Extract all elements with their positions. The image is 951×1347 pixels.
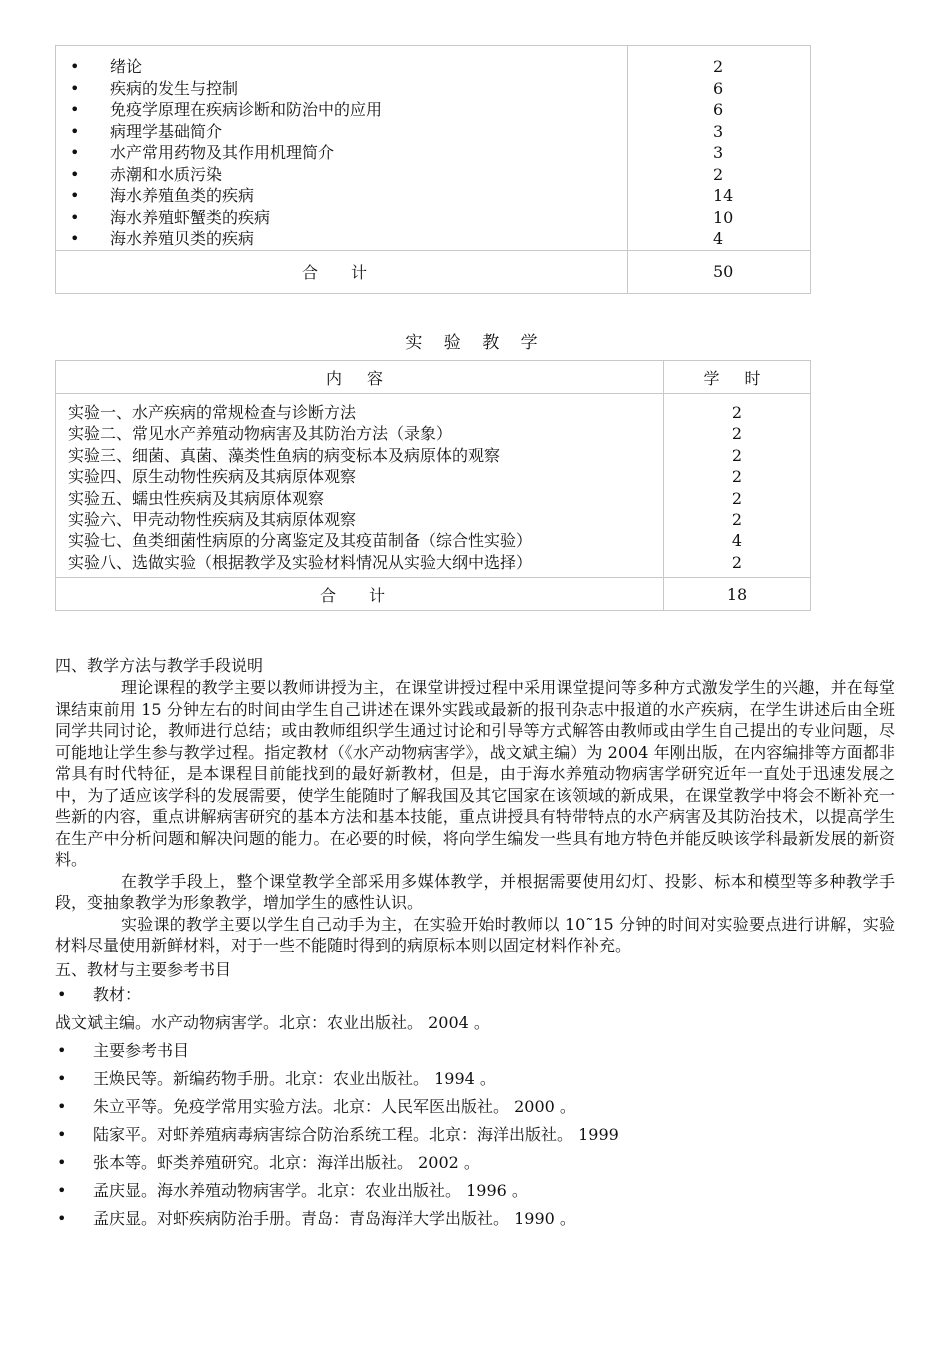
section-heading: 四、教学方法与教学手段说明: [55, 656, 264, 675]
reference-text: 孟庆显。对虾疾病防治手册。青岛：青岛海洋大学出版社。 1990 。: [93, 1208, 576, 1228]
list-item: [68, 121, 627, 143]
text-line: 和引导等方式解答由教师或由学生自己提出的专业问题，尽可能地让学生参与教学过程。指定教材: [55, 721, 895, 762]
list-item: [55, 981, 895, 1009]
reference-text: 朱立平等。免疫学常用实验方法。北京：人民军医出版社。 2000 。: [93, 1096, 576, 1116]
hours-value: 2: [713, 164, 724, 184]
hours-value: 3: [713, 121, 724, 141]
total-label: 合 计: [56, 250, 628, 293]
topic-label: 海水养殖鱼类的疾病: [110, 186, 255, 205]
hours-value: 2: [731, 509, 743, 529]
lab-items-cell: [56, 394, 664, 578]
text-line: 型等多种教学手段，变抽象教学为形象教学，增加学生的感性认识。: [55, 871, 895, 912]
hours-value: 2: [713, 57, 724, 76]
text-line: 堂教学中将会不断补充一些新的内容，重点讲解病害研究的基本方法和基本技能，重点讲授具有特: [55, 785, 895, 826]
bullet: •: [70, 186, 80, 205]
body-text: [55, 655, 895, 1233]
bullet: •: [57, 1208, 67, 1228]
lecture-topics-row: [56, 46, 811, 251]
lab-items-row: [56, 394, 811, 578]
lab-item: 实验四、原生动物性疾病及其病原体观察: [68, 467, 357, 487]
bullet: •: [70, 143, 80, 162]
list-item: [68, 78, 627, 100]
lab-hours-cell: [664, 394, 811, 578]
topic-label: 赤潮和水质污染: [110, 164, 223, 184]
topic-label: 疾病的发生与控制: [110, 78, 239, 98]
topic-label: 海水养殖虾蟹类的疾病: [110, 207, 271, 227]
lecture-topics-cell: [56, 46, 628, 251]
reference-text: 陆家平。对虾养殖病毒病害综合防治系统工程。北京：海洋出版社。 1999: [93, 1124, 619, 1144]
topic-label: 病理学基础简介: [110, 121, 223, 141]
hours-value: 4: [713, 229, 724, 248]
header-hours: 学 时: [664, 361, 811, 394]
bullet: •: [57, 1152, 67, 1172]
list-item: [68, 56, 627, 78]
bullet: •: [70, 121, 80, 141]
text-line: 征，是本课程目前能找到的最好新教材，但是，由于海水养殖动物病害学研究近年一直处于迅速发: [153, 764, 863, 783]
lecture-hours-table: [55, 45, 811, 294]
hours-value: 2: [731, 403, 743, 422]
hours-value: 2: [731, 445, 743, 465]
hours-value: 14: [713, 186, 734, 205]
lab-item: 实验五、蠕虫性疾病及其病原体观察: [68, 488, 325, 508]
bullet: •: [70, 229, 80, 248]
text-line: 展之中，为了适应该学科的发展需要，使学生能随时了解我国及其它国家在该领域的新成果，在课: [55, 764, 895, 805]
bullet: •: [57, 1180, 67, 1200]
section-heading: 五、教材与主要参考书目: [55, 959, 232, 979]
lab-item: 实验七、鱼类细菌性病原的分离鉴定及其疫苗制备（综合性实验）: [68, 531, 533, 551]
reference-item: [55, 1065, 895, 1093]
lab-item: 实验三、细菌、真菌、藻类性鱼病的病变标本及病原体的观察: [68, 445, 501, 465]
lab-item: 实验二、常见水产养殖动物病害及其防治方法（录象）: [68, 424, 453, 444]
bullet: •: [57, 1096, 67, 1116]
refs-label: 主要参考书目: [93, 1040, 190, 1060]
reference-text: 孟庆显。海水养殖动物病害学。北京：农业出版社。 1996 。: [93, 1180, 528, 1200]
hours-value: 4: [731, 531, 743, 551]
list-item: [68, 164, 627, 186]
text-line: 实验课的教学主要以学生自己动手为主，在实验开始时教师以 10˜15 分钟的时间对实验要: [121, 914, 766, 934]
list-item: [68, 142, 627, 164]
header-content: 内 容: [56, 361, 664, 394]
hours-value: 2: [731, 467, 743, 487]
total-value: 18: [664, 578, 811, 611]
reference-item: [55, 1149, 895, 1177]
reference-item: [55, 1205, 895, 1233]
lecture-hours-cell: [628, 46, 811, 251]
text-line: 点进行讲解，实验材料尽量使用新鲜材料，对于一些不能随时得到的病原标本则以固定材料作补: [55, 914, 895, 955]
bullet: •: [57, 1068, 67, 1088]
topic-label: 免疫学原理在疾病诊断和防治中的应用: [110, 100, 383, 119]
hours-value: 2: [731, 552, 743, 572]
reference-item: [55, 1177, 895, 1205]
list-item: [68, 185, 627, 207]
reference-text: 王焕民等。新编药物手册。北京：农业出版社。 1994 。: [93, 1068, 496, 1088]
textbook-entry: 战文斌主编。水产动物病害学。北京：农业出版社。 2004 。: [55, 1012, 490, 1032]
hours-value: 6: [713, 100, 724, 119]
bullet: •: [57, 984, 67, 1004]
total-value: 50: [628, 250, 811, 293]
list-item: [55, 1037, 895, 1065]
lab-total-row: [56, 578, 811, 611]
bullet: •: [70, 164, 80, 184]
list-item: [68, 207, 627, 229]
bullet: •: [57, 1040, 67, 1060]
bullet: •: [70, 57, 80, 76]
reference-text: 张本等。虾类养殖研究。北京：海洋出版社。 2002 。: [93, 1152, 480, 1172]
bullet: •: [70, 78, 80, 98]
lab-hours-table: [55, 360, 811, 611]
textbook-label: 教材：: [93, 984, 142, 1004]
topic-label: 海水养殖贝类的疾病: [110, 229, 255, 248]
lecture-total-row: [56, 250, 811, 293]
text-line: 的兴趣，并在每堂课结束前用 15 分钟左右的时间由学生自己讲述在课外实践或最新的报刊杂志中: [55, 678, 895, 719]
list-item: [68, 99, 627, 121]
text-line: （《水产动物病害学》，战文斌主编）为 2004 年刚出版，在内容编排等方面都非常具有时代特: [55, 742, 895, 783]
paragraph: [55, 871, 895, 914]
topic-label: 绪论: [110, 57, 143, 76]
text-line: 候，将向学生编发一些具有地方特色并能反映该学科最新发展的新资料。: [55, 828, 895, 869]
text-line: 理论课程的教学主要以教师讲授为主，在课堂讲授过程中采用课堂提问等多种方式激发学生: [121, 678, 767, 697]
hours-value: 2: [731, 424, 743, 444]
hours-value: 2: [731, 488, 743, 508]
bullet: •: [70, 207, 80, 227]
lab-header-row: [56, 361, 811, 394]
paragraph: [55, 677, 895, 871]
text-line: 带特点的水产病害及其防治技术，以提高学生在生产中分析问题和解决问题的能力。在必要的时: [55, 807, 895, 848]
list-item: [68, 228, 627, 250]
bullet: •: [70, 100, 80, 119]
lab-table-title: 实 验 教 学: [405, 333, 546, 353]
topic-label: 水产常用药物及其作用机理简介: [110, 143, 335, 162]
lab-item: 实验一、水产疾病的常规检查与诊断方法: [68, 403, 357, 422]
paragraph: [55, 914, 895, 957]
reference-item: [55, 1121, 895, 1149]
hours-value: 6: [713, 78, 724, 98]
lab-item: 实验八、选做实验（根据教学及实验材料情况从实验大纲中选择）: [68, 552, 533, 572]
text-line: 充。: [599, 936, 632, 955]
text-line: 在教学手段上，整个课堂教学全部采用多媒体教学，并根据需要使用幻灯、投影、标本和模: [121, 871, 781, 891]
reference-item: [55, 1093, 895, 1121]
hours-value: 10: [713, 207, 734, 227]
total-label: 合 计: [56, 578, 664, 611]
bullet: •: [57, 1124, 67, 1144]
lab-item: 实验六、甲壳动物性疾病及其病原体观察: [68, 509, 357, 529]
hours-value: 3: [713, 143, 724, 162]
text-line: 报道的水产疾病，在学生讲述后由全班同学共同讨论，教师进行总结；或由教师组织学生通过讨论: [55, 699, 895, 740]
